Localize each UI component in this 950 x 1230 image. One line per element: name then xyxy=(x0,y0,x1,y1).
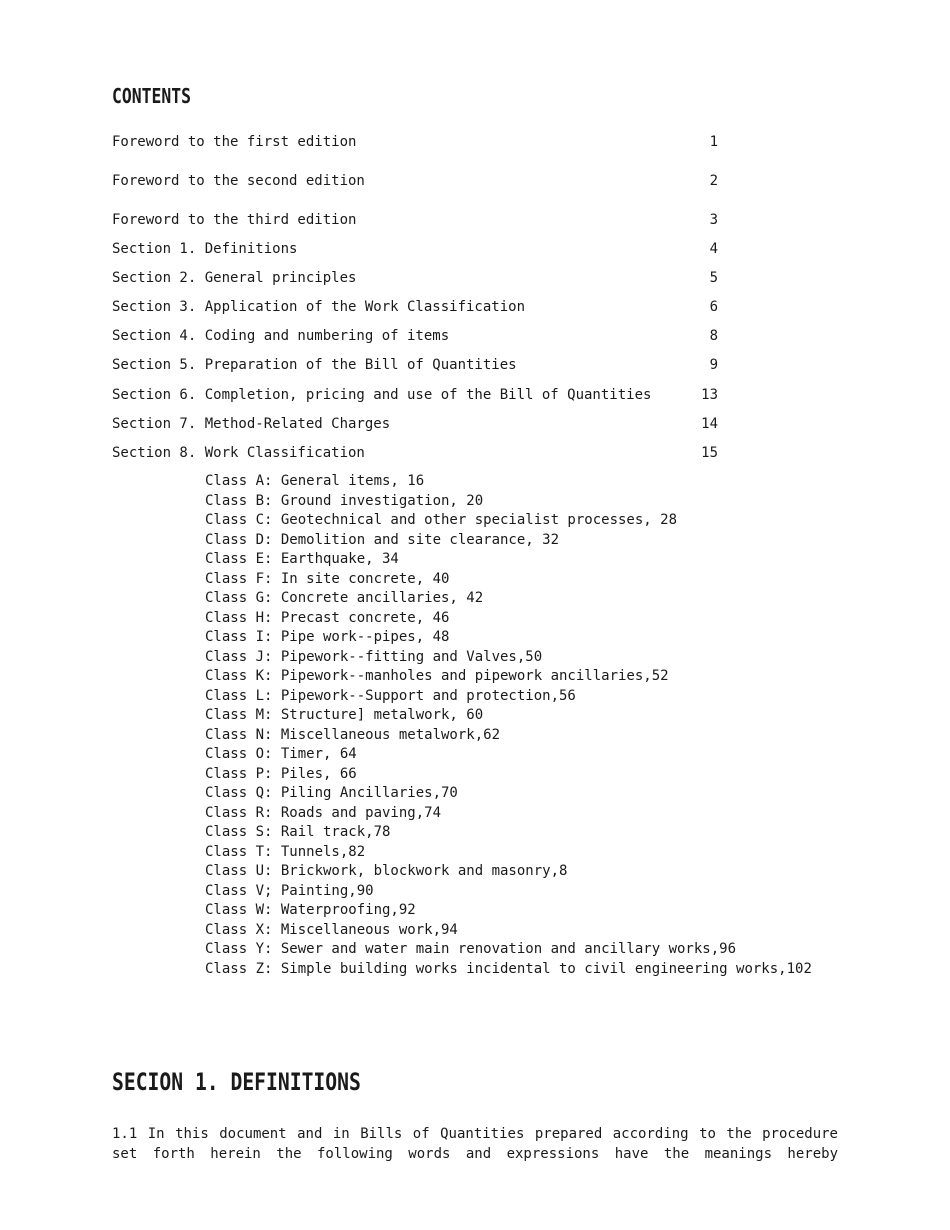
toc-entry-page: 9 xyxy=(709,357,718,373)
class-entry: Class H: Precast concrete, 46 xyxy=(205,609,450,626)
class-entry: Class X: Miscellaneous work,94 xyxy=(205,921,458,938)
paragraph-line: set forth herein the following words and expressions have the meanings hereby xyxy=(112,1146,838,1162)
toc-entry-page: 8 xyxy=(709,328,718,344)
toc-entry-label: Section 1. Definitions xyxy=(112,241,298,257)
toc-entry xyxy=(112,355,718,375)
class-entry: Class G: Concrete ancillaries, 42 xyxy=(205,590,484,606)
toc-entry-page: 6 xyxy=(709,299,718,315)
toc-entry-label: Section 8. Work Classification xyxy=(112,445,365,461)
class-entry: Class W: Waterproofing,92 xyxy=(205,902,416,918)
class-entry: Class U: Brickwork, blockwork and masonry,8 xyxy=(205,863,568,879)
class-entry: Class V; Painting,90 xyxy=(205,882,374,899)
class-entry: Class A: General items, 16 xyxy=(205,473,425,489)
toc-entry-page: 4 xyxy=(709,241,718,257)
toc-entry xyxy=(112,326,718,346)
toc-entry-label: Section 3. Application of the Work Classification xyxy=(112,299,526,315)
class-entry: Class N: Miscellaneous metalwork,62 xyxy=(205,726,501,743)
class-entry: Class D: Demolition and site clearance, 32 xyxy=(205,531,560,548)
toc-entry-page: 14 xyxy=(701,416,718,432)
toc-entry-page: 5 xyxy=(709,270,718,286)
toc-entry xyxy=(112,132,718,152)
toc-entry-label: Foreword to the second edition xyxy=(112,173,365,189)
toc-entry-page: 3 xyxy=(709,212,718,228)
class-entry: Class L: Pipework--Support and protection,56 xyxy=(205,687,576,704)
class-entry: Class Q: Piling Ancillaries,70 xyxy=(205,785,458,801)
toc-entry xyxy=(112,171,718,191)
definitions-paragraph xyxy=(112,1124,838,1164)
class-entry: Class K: Pipework--manholes and pipework ancillaries,52 xyxy=(205,668,669,684)
section-heading: SECION 1. DEFINITIONS xyxy=(112,1068,361,1096)
toc-entry-label: Section 2. General principles xyxy=(112,270,357,286)
toc-entry xyxy=(112,239,718,259)
toc-entry-label: Section 7. Method-Related Charges xyxy=(112,416,391,432)
toc-entry-page: 15 xyxy=(701,445,718,461)
class-entry: Class T: Tunnels,82 xyxy=(205,843,366,860)
toc-entry-label: Section 5. Preparation of the Bill of Quantities xyxy=(112,357,517,373)
class-entry: Class E: Earthquake, 34 xyxy=(205,551,399,567)
toc-entry-page: 1 xyxy=(709,134,718,150)
class-entry: Class S: Rail track,78 xyxy=(205,824,391,840)
class-entry: Class R: Roads and paving,74 xyxy=(205,804,442,821)
class-entry: Class Y: Sewer and water main renovation and ancillary works,96 xyxy=(205,941,737,957)
class-entry: Class F: In site concrete, 40 xyxy=(205,570,450,587)
toc-entry-label: Foreword to the third edition xyxy=(112,212,357,228)
class-entry: Class C: Geotechnical and other specialist processes, 28 xyxy=(205,512,678,528)
toc-entry xyxy=(112,297,718,317)
class-entry: Class B: Ground investigation, 20 xyxy=(205,492,484,509)
toc-entry xyxy=(112,414,718,434)
toc-entry xyxy=(112,268,718,288)
contents-title: CONTENTS xyxy=(112,84,191,108)
class-entry: Class J: Pipework--fitting and Valves,50 xyxy=(205,648,543,665)
paragraph-line: 1.1 In this document and in Bills of Quantities prepared according to the procedure xyxy=(112,1126,838,1142)
class-entry: Class P: Piles, 66 xyxy=(205,765,357,782)
toc-entry-page: 13 xyxy=(701,387,718,403)
class-entry: Class Z: Simple building works incidental to civil engineering works,102 xyxy=(205,960,812,977)
toc-entry-label: Section 6. Completion, pricing and use of the Bill of Quantities xyxy=(112,387,652,403)
toc-entry xyxy=(112,210,718,230)
toc-entry-page: 2 xyxy=(709,173,718,189)
class-entry: Class I: Pipe work--pipes, 48 xyxy=(205,629,450,645)
work-classification-list xyxy=(205,472,812,979)
toc-entry xyxy=(112,443,718,463)
toc-entry xyxy=(112,385,718,405)
toc-entry-label: Foreword to the first edition xyxy=(112,134,357,150)
class-entry: Class O: Timer, 64 xyxy=(205,746,357,762)
toc-entry-label: Section 4. Coding and numbering of items xyxy=(112,328,450,344)
class-entry: Class M: Structure] metalwork, 60 xyxy=(205,707,484,723)
